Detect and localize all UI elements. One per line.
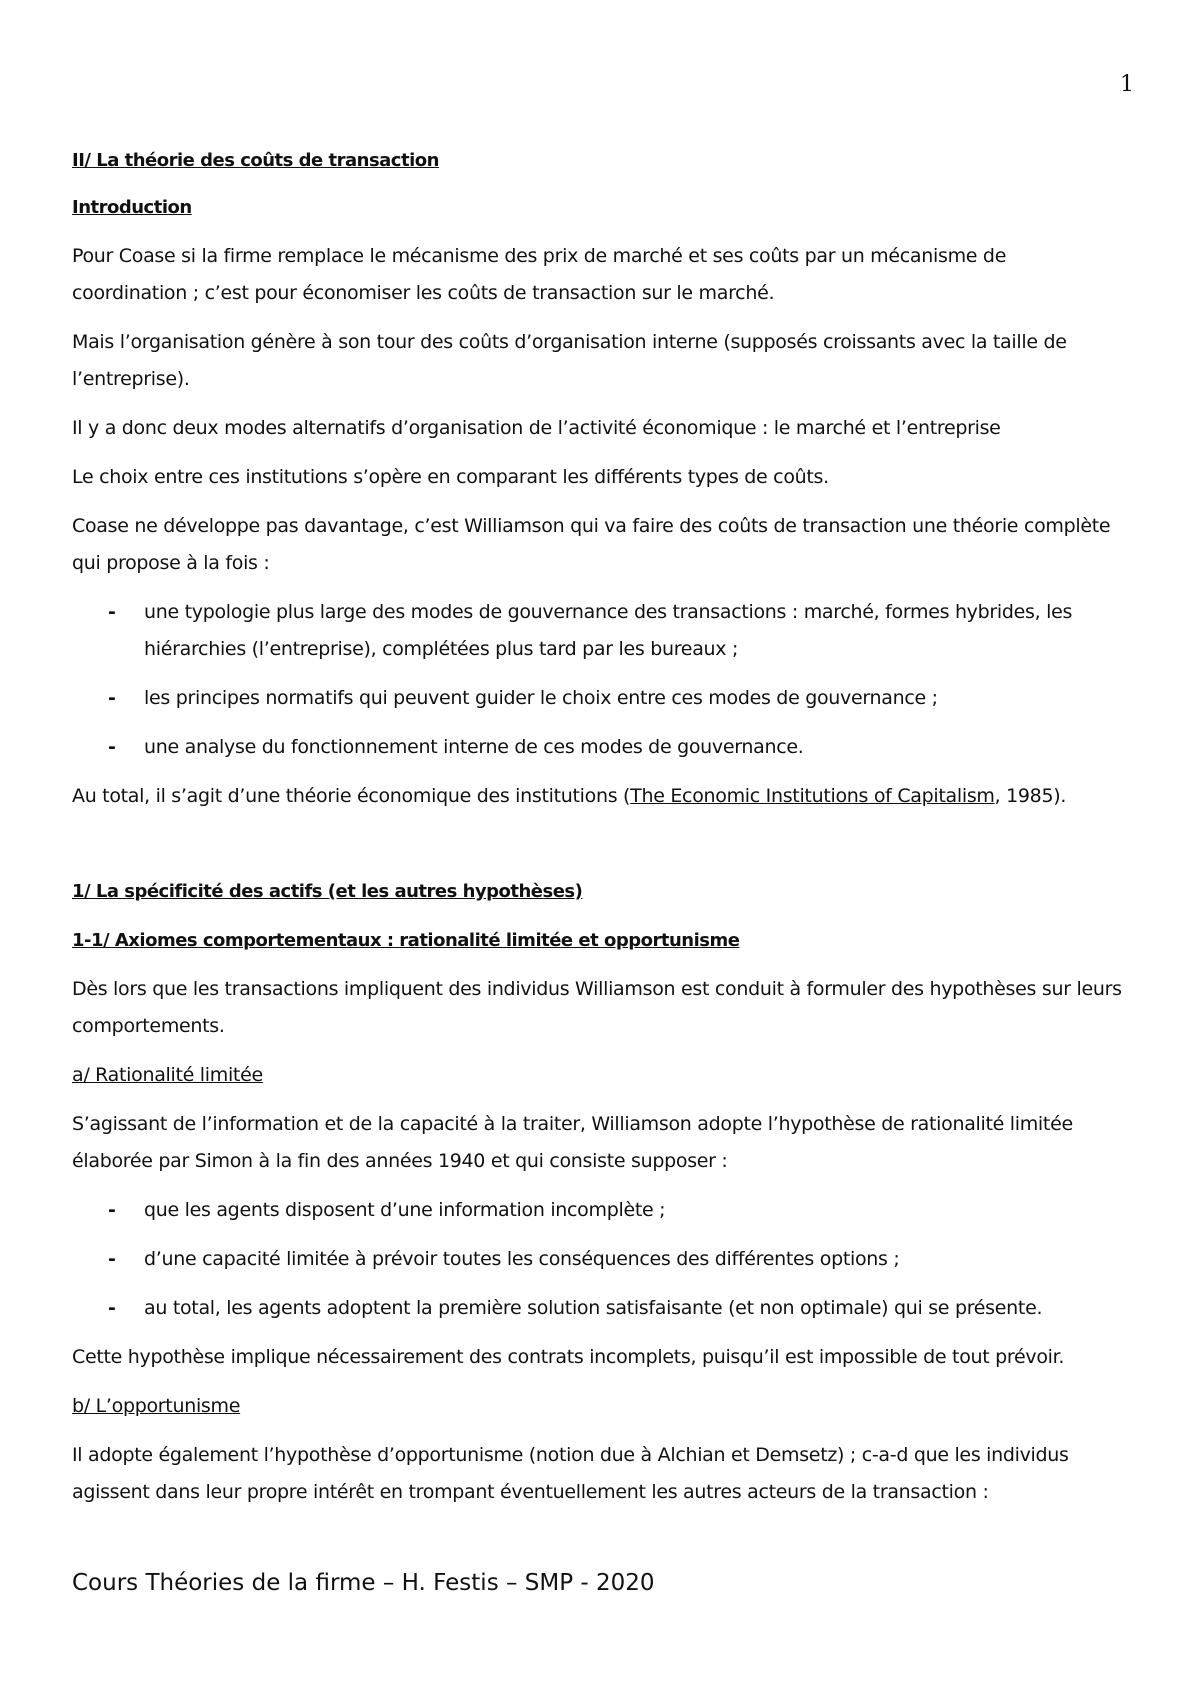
section-title: II/ La théorie des coûts de transaction <box>72 150 439 171</box>
list-item <box>72 1241 1124 1278</box>
sub-a-conclusion: Cette hypothèse implique nécessairement des contrats incomplets, puisqu’il est impossible de tout prévoir. <box>72 1346 1065 1368</box>
intro-paragraph: Mais l’organisation génère à son tour des coûts d’organisation interne (supposés croissants avec la taille de l’entreprise). <box>72 331 1067 390</box>
sub-a-heading: a/ Rationalité limitée <box>72 1064 263 1086</box>
part11-intro: Dès lors que les transactions impliquent des individus Williamson est conduit à formuler des hypothèses sur leurs comportements. <box>72 978 1122 1037</box>
dash-bullet: - <box>108 1248 116 1270</box>
list-item <box>72 1192 1124 1229</box>
intro-paragraph: Coase ne développe pas davantage, c’est Williamson qui va faire des coûts de transaction une théorie complète qui propose à la fois : <box>72 515 1111 574</box>
dash-bullet: - <box>108 687 116 709</box>
intro-paragraph: Il y a donc deux modes alternatifs d’organisation de l’activité économique : le marché et l’entreprise <box>72 417 1001 439</box>
list-item-text: que les agents disposent d’une information incomplète ; <box>144 1199 666 1221</box>
list-item <box>72 729 1124 766</box>
total-prefix: Au total, il s’agit d’une théorie économique des institutions ( <box>72 785 631 807</box>
list-item-text: une typologie plus large des modes de gouvernance des transactions : marché, formes hybrides, les hiérarchies (l’entreprise), complétées plus tard par les bureaux ; <box>144 601 1073 660</box>
intro-heading: Introduction <box>72 197 192 218</box>
dash-bullet: - <box>108 736 116 758</box>
list-item-text: d’une capacité limitée à prévoir toutes les conséquences des différentes options ; <box>144 1248 900 1270</box>
sub-a-text: S’agissant de l’information et de la capacité à la traiter, Williamson adopte l’hypothèse de rationalité limitée élaborée par Simon à la fin des années 1940 et qui consiste supposer : <box>72 1113 1073 1172</box>
rationality-list <box>72 1192 1124 1327</box>
dash-bullet: - <box>108 1199 116 1221</box>
dash-bullet: - <box>108 1297 116 1319</box>
intro-paragraph: Pour Coase si la firme remplace le mécanisme des prix de marché et ses coûts par un mécanisme de coordination ; c’est pour économiser les coûts de transaction sur le marché. <box>72 245 1007 304</box>
list-item-text: une analyse du fonctionnement interne de ces modes de gouvernance. <box>144 736 804 758</box>
list-item <box>72 680 1124 717</box>
williamson-list <box>72 594 1124 766</box>
page-footer: Cours Théories de la firme – H. Festis – SMP - 2020 <box>72 1570 655 1596</box>
document-body <box>72 142 1124 1523</box>
part11-heading: 1-1/ Axiomes comportementaux : rationalité limitée et opportunisme <box>72 930 740 951</box>
total-paragraph <box>72 778 1124 815</box>
list-item-text: au total, les agents adoptent la première solution satisfaisante (et non optimale) qui se présente. <box>144 1297 1043 1319</box>
spacer <box>72 827 1124 873</box>
page-number: 1 <box>1120 72 1134 97</box>
sub-b-text: Il adopte également l’hypothèse d’opportunisme (notion due à Alchian et Demsetz) ; c-a-d que les individus agissent dans leur propre intérêt en trompant éventuellement les autres acteurs de la transaction : <box>72 1444 1069 1503</box>
book-title: The Economic Institutions of Capitalism <box>630 785 995 807</box>
part1-heading: 1/ La spécificité des actifs (et les autres hypothèses) <box>72 881 583 902</box>
list-item-text: les principes normatifs qui peuvent guider le choix entre ces modes de gouvernance ; <box>144 687 938 709</box>
list-item <box>72 594 1124 668</box>
sub-b-heading: b/ L’opportunisme <box>72 1395 241 1417</box>
total-suffix: , 1985). <box>994 785 1067 807</box>
list-item <box>72 1290 1124 1327</box>
intro-paragraph: Le choix entre ces institutions s’opère en comparant les différents types de coûts. <box>72 466 829 488</box>
dash-bullet: - <box>108 601 116 623</box>
